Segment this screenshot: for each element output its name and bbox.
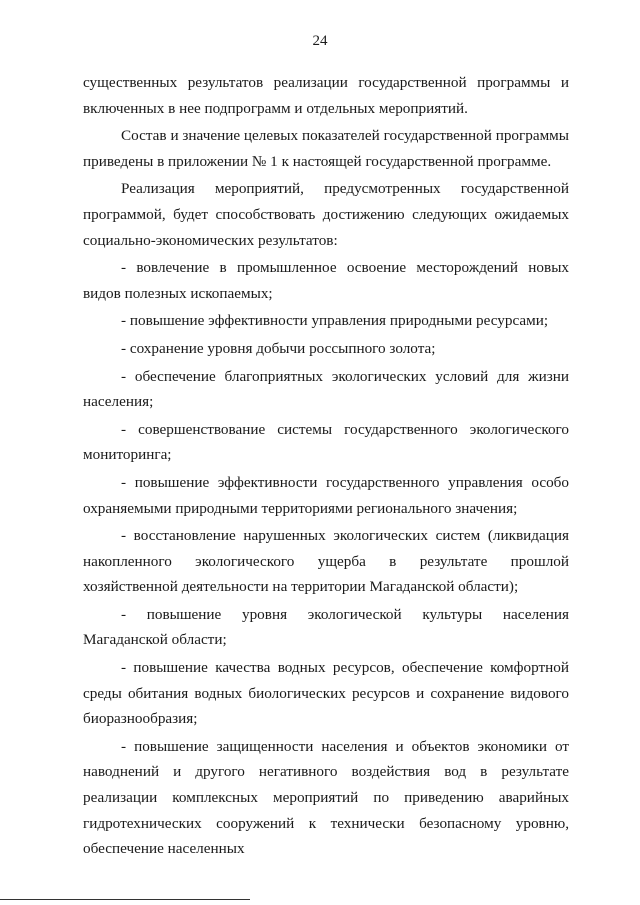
document-body	[83, 70, 569, 864]
paragraph-target-indicators: Состав и значение целевых показателей государственной программы приведены в приложении № 1 к настоящей государственной программе.	[83, 127, 569, 170]
list-item-flood-protection: - повышение защищенности населения и объектов экономики от наводнений и другого негативного воздействия вод в результате реализации комплексных мероприятий по приведению аварийных гидротехнических сооружений к технически безопасному уровню, обеспечение населенных	[83, 737, 569, 858]
list-item-ecological-monitoring: - совершенствование системы государственного экологического мониторинга;	[83, 420, 569, 464]
page-number: 24	[312, 33, 328, 49]
list-item-ecological-conditions: - обеспечение благоприятных экологических условий для жизни населения;	[83, 367, 569, 411]
footer-divider	[0, 899, 250, 900]
list-item-protected-areas: - повышение эффективности государственного управления особо охраняемыми природными территориями регионального значения;	[83, 473, 569, 517]
paragraph-expected-results: Реализация мероприятий, предусмотренных государственной программой, будет способствовать достижению следующих ожидаемых социально-экономических результатов:	[83, 180, 569, 249]
list-item-ecosystem-restoration: - восстановление нарушенных экологических систем (ликвидация накопленного экологического ущерба в результате прошлой хозяйственной деятельности на территории Магаданской области);	[83, 527, 569, 596]
list-item-water-quality: - повышение качества водных ресурсов, обеспечение комфортной среды обитания водных биологических ресурсов и сохранение видового биоразнообразия;	[83, 659, 569, 728]
list-item-mineral-deposits: - вовлечение в промышленное освоение месторождений новых видов полезных ископаемых;	[83, 259, 569, 302]
paragraph-intro-continuation: существенных результатов реализации государственной программы и включенных в нее подпрограмм и отдельных мероприятий.	[83, 74, 569, 117]
list-item-gold-mining: - сохранение уровня добычи россыпного золота;	[121, 339, 436, 357]
list-item-resource-management: - повышение эффективности управления природными ресурсами;	[121, 312, 549, 330]
list-item-ecological-culture: - повышение уровня экологической культуры населения Магаданской области;	[83, 605, 569, 649]
